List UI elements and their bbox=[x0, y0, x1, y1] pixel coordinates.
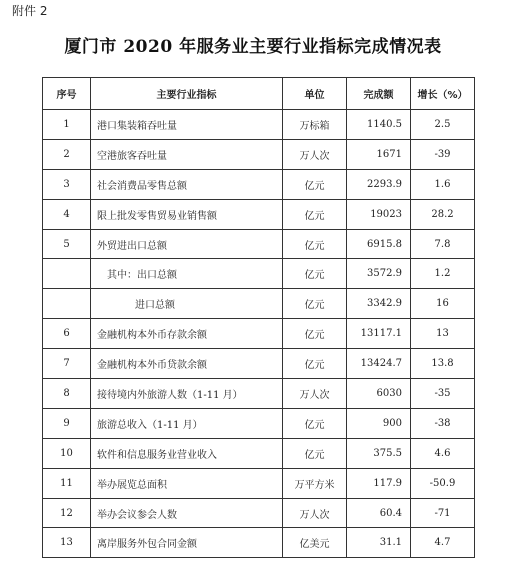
row-value: 13424.7 bbox=[347, 349, 411, 379]
header-growth: 增长（%） bbox=[411, 78, 475, 110]
table-row bbox=[43, 169, 475, 199]
row-value: 117.9 bbox=[347, 468, 411, 498]
row-value: 31.1 bbox=[347, 528, 411, 558]
row-indicator: 限上批发零售贸易业销售额 bbox=[91, 199, 283, 229]
row-index: 11 bbox=[43, 468, 91, 498]
table-row bbox=[43, 319, 475, 349]
row-index: 13 bbox=[43, 528, 91, 558]
row-growth: 4.6 bbox=[411, 438, 475, 468]
row-unit: 亿元 bbox=[283, 438, 347, 468]
row-unit: 万平方米 bbox=[283, 468, 347, 498]
table-header-row bbox=[43, 78, 475, 110]
table-row bbox=[43, 379, 475, 409]
row-index: 7 bbox=[43, 349, 91, 379]
row-index: 12 bbox=[43, 498, 91, 528]
row-indicator: 外贸进出口总额 bbox=[91, 229, 283, 259]
header-index: 序号 bbox=[43, 78, 91, 110]
table-row bbox=[43, 229, 475, 259]
row-value: 1671 bbox=[347, 139, 411, 169]
row-value: 3342.9 bbox=[347, 289, 411, 319]
row-value: 19023 bbox=[347, 199, 411, 229]
row-indicator: 软件和信息服务业营业收入 bbox=[91, 438, 283, 468]
table-row bbox=[43, 468, 475, 498]
row-indicator: 举办会议参会人数 bbox=[91, 498, 283, 528]
row-unit: 亿元 bbox=[283, 349, 347, 379]
row-value: 2293.9 bbox=[347, 169, 411, 199]
table-row bbox=[43, 408, 475, 438]
table-row bbox=[43, 528, 475, 558]
row-growth: -71 bbox=[411, 498, 475, 528]
row-value: 1140.5 bbox=[347, 110, 411, 140]
row-unit: 万人次 bbox=[283, 139, 347, 169]
page-title: 厦门市 2020 年服务业主要行业指标完成情况表 bbox=[64, 37, 442, 57]
row-unit: 亿元 bbox=[283, 259, 347, 289]
row-index: 5 bbox=[43, 229, 91, 259]
row-index: 1 bbox=[43, 110, 91, 140]
row-unit: 亿元 bbox=[283, 408, 347, 438]
row-growth: 13.8 bbox=[411, 349, 475, 379]
row-index: 8 bbox=[43, 379, 91, 409]
row-growth: 1.2 bbox=[411, 259, 475, 289]
row-value: 13117.1 bbox=[347, 319, 411, 349]
table-row bbox=[43, 259, 475, 289]
row-index: 9 bbox=[43, 408, 91, 438]
row-value: 60.4 bbox=[347, 498, 411, 528]
row-growth: -35 bbox=[411, 379, 475, 409]
row-unit: 亿美元 bbox=[283, 528, 347, 558]
row-growth: 16 bbox=[411, 289, 475, 319]
row-indicator: 其中：出口总额 bbox=[91, 259, 283, 289]
row-indicator: 进口总额 bbox=[91, 289, 283, 319]
attachment-label: 附件 2 bbox=[12, 4, 48, 18]
row-unit: 亿元 bbox=[283, 229, 347, 259]
row-value: 6915.8 bbox=[347, 229, 411, 259]
row-growth: -38 bbox=[411, 408, 475, 438]
row-unit: 万标箱 bbox=[283, 110, 347, 140]
row-value: 6030 bbox=[347, 379, 411, 409]
row-indicator: 空港旅客吞吐量 bbox=[91, 139, 283, 169]
row-growth: 2.5 bbox=[411, 110, 475, 140]
row-unit: 万人次 bbox=[283, 498, 347, 528]
row-indicator: 接待境内外旅游人数（1-11 月） bbox=[91, 379, 283, 409]
row-growth: -50.9 bbox=[411, 468, 475, 498]
indicator-table bbox=[42, 77, 475, 558]
row-growth: -39 bbox=[411, 139, 475, 169]
header-indicator: 主要行业指标 bbox=[91, 78, 283, 110]
table-body bbox=[43, 110, 475, 558]
row-index bbox=[43, 289, 91, 319]
row-indicator: 社会消费品零售总额 bbox=[91, 169, 283, 199]
table-row bbox=[43, 110, 475, 140]
table-row bbox=[43, 349, 475, 379]
row-value: 375.5 bbox=[347, 438, 411, 468]
row-index: 10 bbox=[43, 438, 91, 468]
table-row bbox=[43, 438, 475, 468]
row-growth: 7.8 bbox=[411, 229, 475, 259]
header-unit: 单位 bbox=[283, 78, 347, 110]
row-unit: 亿元 bbox=[283, 169, 347, 199]
table-row bbox=[43, 289, 475, 319]
row-index: 4 bbox=[43, 199, 91, 229]
row-growth: 1.6 bbox=[411, 169, 475, 199]
row-growth: 4.7 bbox=[411, 528, 475, 558]
table-row bbox=[43, 199, 475, 229]
row-value: 900 bbox=[347, 408, 411, 438]
row-indicator: 港口集装箱吞吐量 bbox=[91, 110, 283, 140]
row-unit: 亿元 bbox=[283, 289, 347, 319]
row-unit: 亿元 bbox=[283, 199, 347, 229]
row-indicator: 金融机构本外币存款余额 bbox=[91, 319, 283, 349]
table-row bbox=[43, 139, 475, 169]
row-growth: 13 bbox=[411, 319, 475, 349]
row-unit: 亿元 bbox=[283, 319, 347, 349]
row-index: 6 bbox=[43, 319, 91, 349]
row-indicator: 金融机构本外币贷款余额 bbox=[91, 349, 283, 379]
row-indicator: 离岸服务外包合同金额 bbox=[91, 528, 283, 558]
row-growth: 28.2 bbox=[411, 199, 475, 229]
row-value: 3572.9 bbox=[347, 259, 411, 289]
table-row bbox=[43, 498, 475, 528]
row-index: 3 bbox=[43, 169, 91, 199]
header-value: 完成额 bbox=[347, 78, 411, 110]
row-indicator: 举办展览总面积 bbox=[91, 468, 283, 498]
row-unit: 万人次 bbox=[283, 379, 347, 409]
row-index: 2 bbox=[43, 139, 91, 169]
row-index bbox=[43, 259, 91, 289]
row-indicator: 旅游总收入（1-11 月） bbox=[91, 408, 283, 438]
